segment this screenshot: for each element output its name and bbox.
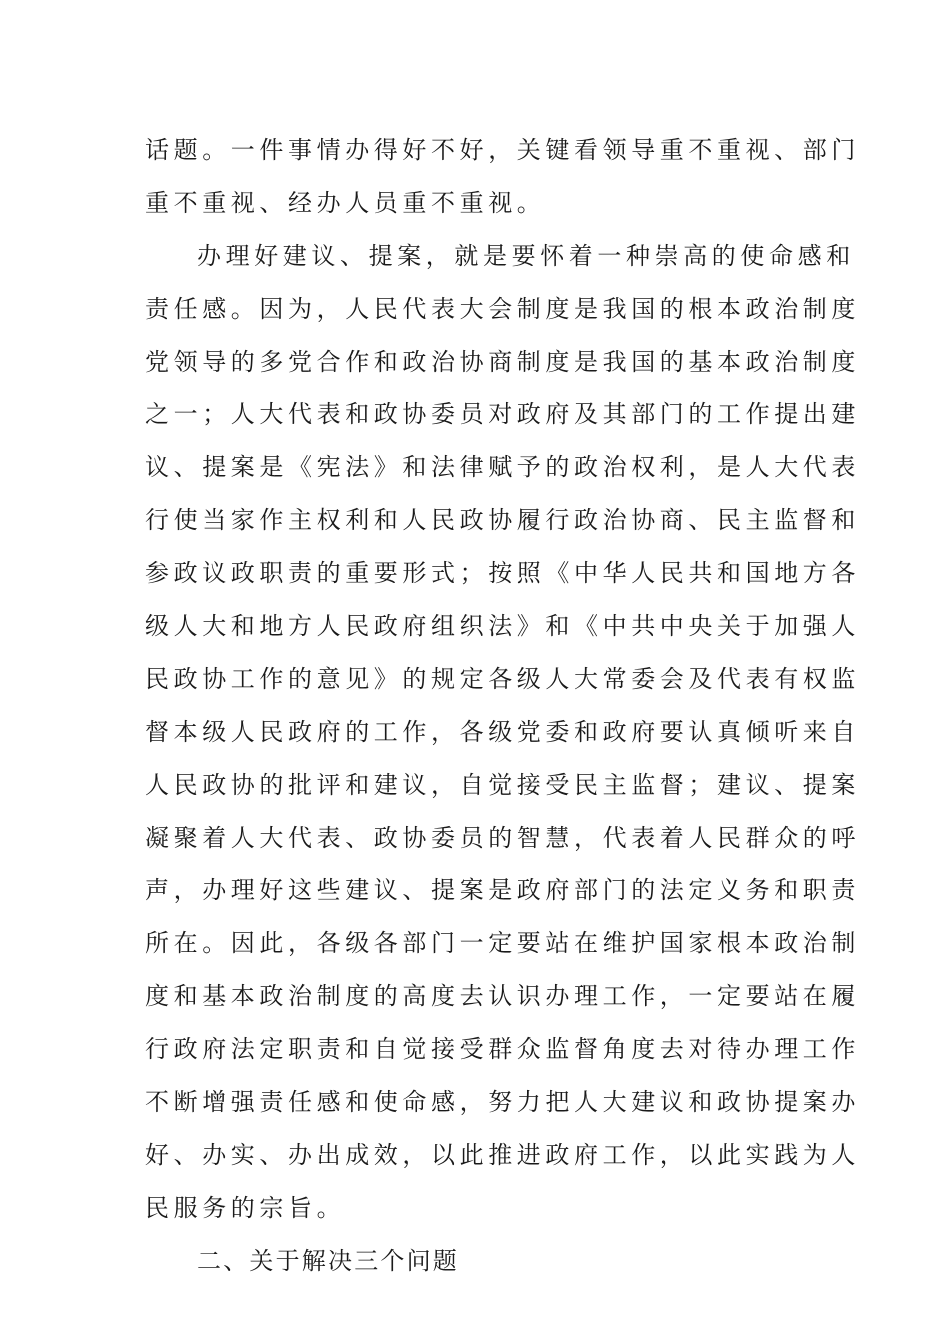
paragraph-2: [145, 230, 860, 1235]
text-line: 督本级人民政府的工作，各级党委和政府要认真倾听来自: [145, 717, 860, 746]
text-line: 凝聚着人大代表、政协委员的智慧，代表着人民群众的呼: [145, 823, 860, 852]
section-heading-block: [145, 1235, 810, 1288]
text-line: 所在。因此，各级各部门一定要站在维护国家根本政治制: [145, 929, 860, 958]
text-line: 重不重视、经办人员重不重视。: [145, 188, 546, 217]
text-line: 议、提案是《宪法》和法律赋予的政治权利，是人大代表: [145, 453, 860, 482]
document-body: [145, 124, 860, 1288]
text-line: 不断增强责任感和使命感，努力把人大建议和政协提案办: [145, 1088, 860, 1117]
text-line: 之一；人大代表和政协委员对政府及其部门的工作提出建: [145, 400, 860, 429]
text-line: 民服务的宗旨。: [145, 1193, 346, 1222]
text-line: 参政议政职责的重要形式；按照《中华人民共和国地方各: [145, 559, 860, 588]
text-line: 党领导的多党合作和政治协商制度是我国的基本政治制度: [145, 347, 860, 376]
text-line: 度和基本政治制度的高度去认识办理工作，一定要站在履: [145, 982, 860, 1011]
text-line: 行使当家作主权利和人民政协履行政治协商、民主监督和: [145, 506, 860, 535]
text-line: 行政府法定职责和自觉接受群众监督角度去对待办理工作: [145, 1035, 860, 1064]
text-line: 级人大和地方人民政府组织法》和《中共中央关于加强人: [145, 612, 860, 641]
text-line: 话题。一件事情办得好不好，关键看领导重不重视、部门: [145, 136, 860, 164]
text-line: 人民政协的批评和建议，自觉接受民主监督；建议、提案: [145, 770, 860, 799]
text-line: 办理好建议、提案，就是要怀着一种崇高的使命感和: [197, 241, 855, 270]
paragraph-1: [145, 124, 860, 230]
text-line: 声，办理好这些建议、提案是政府部门的法定义务和职责: [145, 876, 860, 905]
text-line: 民政协工作的意见》的规定各级人大常委会及代表有权监: [145, 664, 860, 693]
text-line: 好、办实、办出成效，以此推进政府工作，以此实践为人: [145, 1140, 860, 1169]
section-heading: 二、关于解决三个问题: [197, 1246, 459, 1275]
text-line: 责任感。因为，人民代表大会制度是我国的根本政治制度: [145, 294, 860, 323]
